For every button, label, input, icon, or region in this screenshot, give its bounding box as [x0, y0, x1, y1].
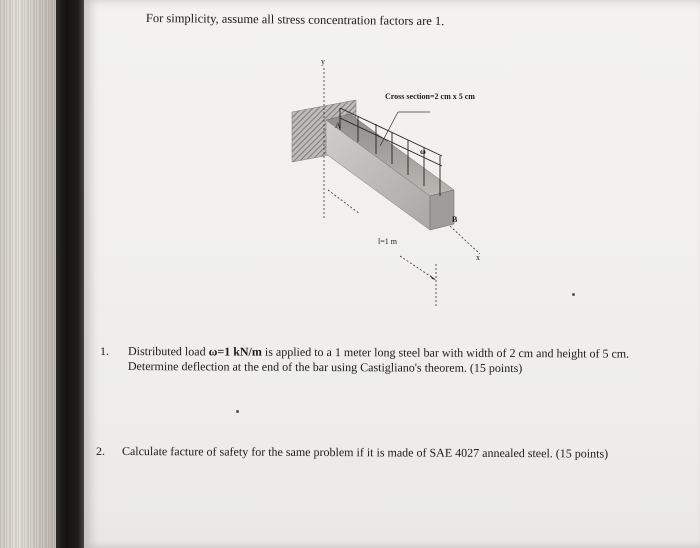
binder-strip: [56, 0, 84, 548]
cross-section-label: Cross section=2 cm x 5 cm: [385, 92, 475, 101]
question-1-text: [128, 344, 629, 376]
paper-speck: [572, 293, 575, 296]
question-1-prefix: Distributed load: [127, 344, 209, 359]
length-label: l=1 m: [378, 237, 397, 246]
y-axis-label: y: [321, 57, 325, 66]
cantilever-diagram: [280, 50, 520, 310]
length-dim-line-2: [400, 256, 436, 280]
question-1-suffix: is applied to a 1 meter long steel bar with width of 2 cm and height of 5 cm.: [261, 344, 630, 361]
question-1-line-2: Determine deflection at the end of the bar using Castigliano's theorem. (15 points): [127, 358, 523, 375]
question-1-load-value: ω=1 kN/m: [208, 344, 262, 359]
x-axis-line: [450, 226, 480, 254]
point-b-label: B: [452, 215, 458, 224]
paper-speck: [236, 410, 239, 413]
length-dim-line-1: [328, 190, 360, 214]
beam-end-face: [430, 190, 454, 230]
question-1-number: 1.: [100, 344, 109, 358]
x-axis-label: x: [476, 253, 480, 262]
intro-text: For simplicity, assume all stress concentration factors are 1.: [145, 11, 445, 29]
question-2-text: Calculate facture of safety for the same problem if it is made of SAE 4027 annealed steel. (15 points): [121, 444, 609, 461]
point-a-label: A: [335, 121, 341, 130]
question-2-number: 2.: [96, 444, 105, 458]
load-symbol-label: ω: [420, 147, 426, 156]
